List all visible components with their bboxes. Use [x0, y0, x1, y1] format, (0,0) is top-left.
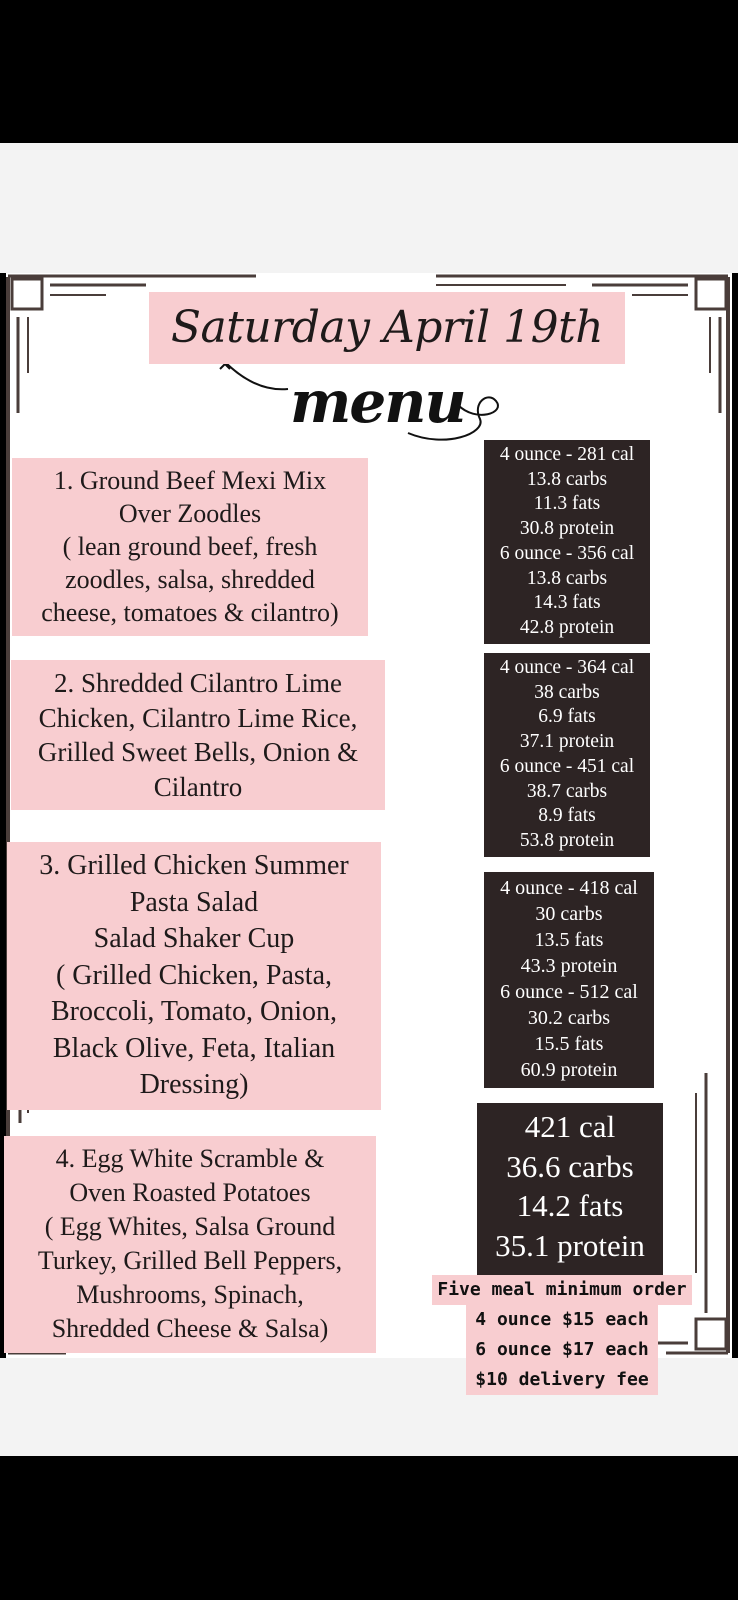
- menu-item-3: [7, 842, 381, 1110]
- nutrition-box-3: [484, 872, 654, 1088]
- nutrition-line: 15.5 fats: [534, 1033, 604, 1055]
- pricing-box: [432, 1275, 692, 1401]
- nutrition-line: 53.8 protein: [519, 829, 615, 851]
- nutrition-line: 43.3 protein: [520, 955, 618, 977]
- nutrition-line: 13.8 carbs: [526, 468, 608, 490]
- nutrition-line: 37.1 protein: [519, 731, 615, 753]
- nutrition-line: 38.7 carbs: [526, 780, 608, 802]
- item-line: Dressing): [139, 1069, 249, 1100]
- nutrition-line: 11.3 fats: [533, 493, 601, 515]
- nutrition-line: 4 ounce - 364 cal: [499, 657, 635, 678]
- price-6-ounce: 6 ounce $17 each: [466, 1335, 658, 1365]
- item-line: Oven Roasted Potatoes: [69, 1178, 311, 1207]
- item-line: Salad Shaker Cup: [93, 923, 295, 954]
- top-margin: [0, 143, 738, 273]
- item-line: zoodles, salsa, shredded: [65, 565, 315, 594]
- nutrition-line: 6 ounce - 356 cal: [499, 542, 635, 564]
- menu-heading: menu: [290, 368, 465, 436]
- nutrition-box-1: [484, 440, 650, 644]
- title-banner: [149, 292, 625, 364]
- nutrition-line: 8.9 fats: [538, 805, 596, 827]
- item-line: 1. Ground Beef Mexi Mix: [53, 466, 327, 495]
- nutrition-line: 13.8 carbs: [526, 567, 608, 589]
- item-line: Broccoli, Tomato, Onion,: [50, 996, 338, 1027]
- item-line: 3. Grilled Chicken Summer: [39, 850, 349, 881]
- bottom-black-bar: [0, 1456, 738, 1600]
- nutrition-line: 30 carbs: [535, 903, 603, 925]
- delivery-fee: $10 delivery fee: [466, 1365, 658, 1395]
- top-black-bar: [0, 0, 738, 143]
- nutrition-line: 4 ounce - 281 cal: [499, 444, 635, 465]
- item-line: Grilled Sweet Bells, Onion &: [37, 737, 359, 767]
- item-line: 4. Egg White Scramble &: [55, 1144, 325, 1173]
- item-line: Turkey, Grilled Bell Peppers,: [37, 1246, 343, 1275]
- nutrition-box-2: [484, 653, 650, 857]
- minimum-order-text: Five meal minimum order: [432, 1275, 692, 1305]
- item-line: Pasta Salad: [129, 886, 259, 918]
- nutrition-line: 35.1 protein: [495, 1227, 645, 1263]
- item-line: ( Egg Whites, Salsa Ground: [44, 1212, 336, 1241]
- nutrition-line: 6 ounce - 512 cal: [500, 981, 638, 1003]
- nutrition-line: 13.5 fats: [534, 929, 604, 951]
- nutrition-line: 38 carbs: [534, 681, 600, 703]
- nutrition-line: 36.6 carbs: [506, 1148, 634, 1184]
- nutrition-line: 42.8 protein: [519, 616, 615, 638]
- nutrition-line: 421 cal: [524, 1109, 616, 1144]
- item-line: Mushrooms, Spinach,: [76, 1280, 304, 1309]
- item-line: ( lean ground beef, fresh: [62, 532, 318, 561]
- menu-item-1: [12, 458, 368, 636]
- item-line: Cilantro: [153, 771, 243, 802]
- nutrition-line: 60.9 protein: [520, 1059, 618, 1081]
- nutrition-line: 14.2 fats: [516, 1188, 624, 1223]
- menu-item-4: [4, 1136, 376, 1353]
- nutrition-line: 30.2 carbs: [527, 1007, 611, 1029]
- page-title: Saturday April 19th: [170, 302, 604, 353]
- item-line: Shredded Cheese & Salsa): [51, 1314, 329, 1343]
- nutrition-line: 4 ounce - 418 cal: [500, 877, 638, 899]
- item-line: Chicken, Cilantro Lime Rice,: [38, 702, 358, 733]
- item-line: cheese, tomatoes & cilantro): [41, 598, 339, 627]
- item-line: Over Zoodles: [118, 499, 262, 528]
- price-4-ounce: 4 ounce $15 each: [466, 1305, 658, 1335]
- nutrition-line: 6.9 fats: [538, 706, 596, 728]
- item-line: 2. Shredded Cilantro Lime: [54, 668, 342, 698]
- item-line: Black Olive, Feta, Italian: [52, 1032, 336, 1064]
- menu-item-2: [11, 660, 385, 810]
- nutrition-line: 6 ounce - 451 cal: [499, 755, 635, 777]
- nutrition-line: 30.8 protein: [519, 518, 615, 540]
- nutrition-box-4: [477, 1103, 663, 1275]
- item-line: ( Grilled Chicken, Pasta,: [55, 959, 333, 991]
- nutrition-line: 14.3 fats: [533, 592, 601, 614]
